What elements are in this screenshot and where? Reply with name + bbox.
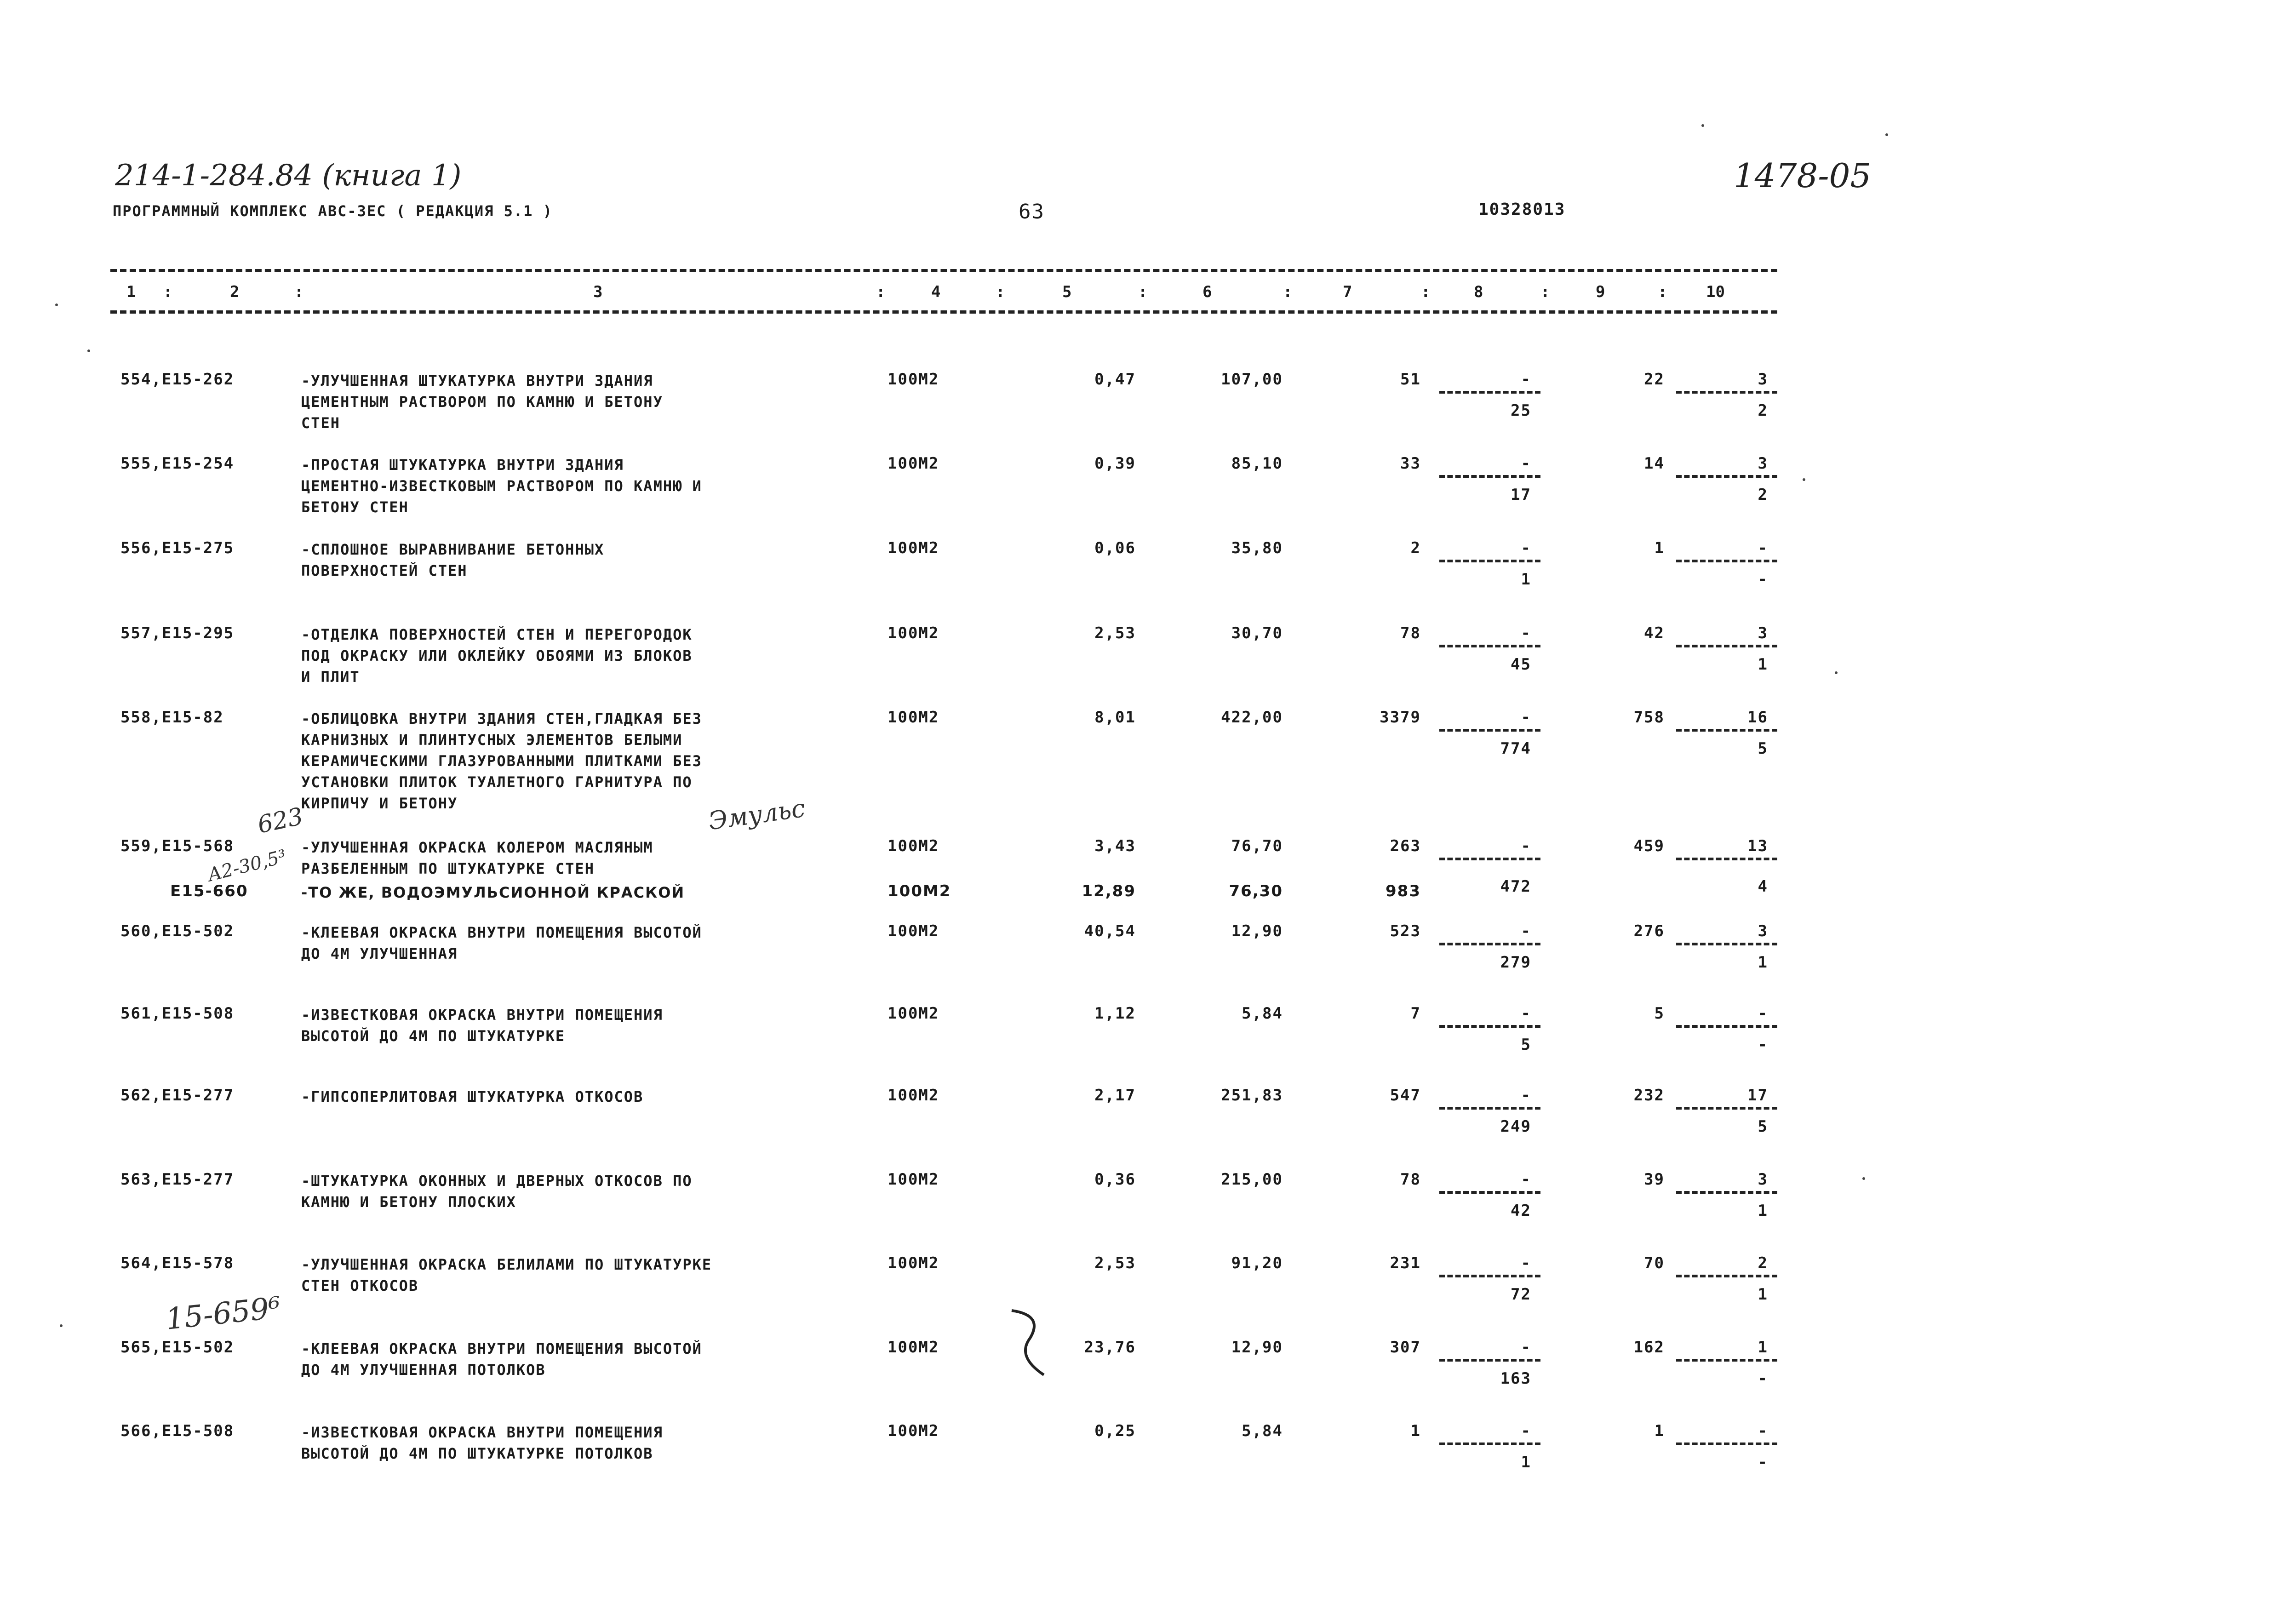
column-8-bottom: 1 (1521, 1453, 1531, 1471)
fraction-line (1676, 1025, 1777, 1028)
column-9-value: 22 (1644, 370, 1665, 389)
item-total: 1 (1410, 1422, 1421, 1440)
item-unit: 100М2 (887, 1338, 939, 1357)
column-10-top: 17 (1747, 1086, 1768, 1105)
item-unit-price: 76,30 (1229, 882, 1283, 900)
item-code: 559,Е15-568 (120, 837, 235, 855)
page-number: 63 (1019, 200, 1045, 223)
item-unit: 100М2 (887, 837, 939, 855)
scan-speck (60, 1324, 63, 1327)
column-10-top: - (1758, 1422, 1768, 1440)
item-unit: 100М2 (887, 922, 939, 940)
fraction-line (1676, 858, 1777, 860)
table-row (0, 708, 2296, 812)
column-8-top: - (1521, 624, 1531, 642)
column-10-bottom: - (1758, 1453, 1768, 1471)
header-top-rule (110, 269, 1777, 272)
item-quantity: 23,76 (1084, 1338, 1136, 1357)
table-row (0, 1254, 2296, 1332)
column-8-bottom: 45 (1511, 655, 1531, 674)
item-description: -КЛЕЕВАЯ ОКРАСКА ВНУТРИ ПОМЕЩЕНИЯ ВЫСОТОЙ ДО 4М УЛУЧШЕННАЯ (301, 924, 702, 962)
table-row (0, 454, 2296, 532)
column-9-value: 276 (1633, 922, 1665, 940)
item-quantity: 8,01 (1094, 708, 1136, 727)
fraction-line (1439, 645, 1540, 647)
column-number-7: 7 (1343, 283, 1352, 301)
column-separator: : (163, 283, 173, 301)
item-unit-price: 215,00 (1221, 1170, 1283, 1189)
column-8-bottom: 17 (1511, 486, 1531, 504)
item-total: 307 (1390, 1338, 1421, 1357)
fraction-line (1676, 1443, 1777, 1445)
item-code: 556,Е15-275 (120, 539, 235, 557)
item-description: -ТО ЖЕ, ВОДОЭМУЛЬСИОННОЙ КРАСКОЙ (301, 884, 685, 901)
column-number-6: 6 (1202, 283, 1212, 301)
column-10-bottom: - (1758, 1036, 1768, 1054)
column-number-2: 2 (230, 283, 240, 301)
item-code: 565,Е15-502 (120, 1338, 235, 1357)
item-unit: 100М2 (887, 708, 939, 727)
table-row (0, 1170, 2296, 1248)
fraction-line (1676, 1275, 1777, 1277)
column-9-value: 42 (1644, 624, 1665, 642)
fraction-line (1439, 943, 1540, 945)
fraction-line (1439, 391, 1540, 394)
item-description: -ШТУКАТУРКА ОКОННЫХ И ДВЕРНЫХ ОТКОСОВ ПО КАМНЮ И БЕТОНУ ПЛОСКИХ (301, 1172, 693, 1211)
item-description: -СПЛОШНОЕ ВЫРАВНИВАНИЕ БЕТОННЫХ ПОВЕРХНОСТЕЙ СТЕН (301, 541, 605, 579)
item-quantity: 0,06 (1094, 539, 1136, 557)
column-number-8: 8 (1474, 283, 1483, 301)
column-8-bottom: 25 (1511, 401, 1531, 420)
item-quantity: 2,53 (1094, 1254, 1136, 1272)
fraction-line (1676, 943, 1777, 945)
column-10-top: 2 (1758, 1254, 1768, 1272)
item-code: 560,Е15-502 (120, 922, 235, 940)
column-8-bottom: 72 (1511, 1285, 1531, 1304)
handwritten-bracket (1002, 1306, 1058, 1380)
column-10-top: 16 (1747, 708, 1768, 727)
scan-speck (1701, 124, 1704, 127)
column-8-top: - (1521, 837, 1531, 855)
item-description: -ПРОСТАЯ ШТУКАТУРКА ВНУТРИ ЗДАНИЯ ЦЕМЕНТНО-ИЗВЕСТКОВЫМ РАСТВОРОМ ПО КАМНЮ И БЕТОНУ СТЕН (301, 456, 702, 516)
column-10-bottom: 2 (1758, 401, 1768, 420)
column-8-top: - (1521, 922, 1531, 940)
item-unit-price: 12,90 (1231, 922, 1283, 940)
scan-speck (1835, 671, 1838, 674)
fraction-line (1439, 1107, 1540, 1110)
header-bottom-rule (110, 310, 1777, 314)
column-10-top: 13 (1747, 837, 1768, 855)
item-unit-price: 5,84 (1242, 1004, 1283, 1023)
item-total: 33 (1400, 454, 1421, 473)
item-unit-price: 5,84 (1242, 1422, 1283, 1440)
item-unit-price: 91,20 (1231, 1254, 1283, 1272)
fraction-line (1676, 1359, 1777, 1362)
item-code: 566,Е15-508 (120, 1422, 235, 1440)
item-unit: 100М2 (887, 370, 939, 389)
handwritten-stamp: 1478-05 (1734, 156, 1872, 195)
item-total: 983 (1386, 882, 1421, 900)
item-quantity: 0,39 (1094, 454, 1136, 473)
column-10-bottom: 4 (1758, 877, 1768, 896)
column-separator: : (996, 283, 1005, 301)
column-10-bottom: - (1758, 1369, 1768, 1388)
column-separator: : (1138, 283, 1148, 301)
column-separator: : (294, 283, 304, 301)
item-code: 558,Е15-82 (120, 708, 224, 727)
fraction-line (1439, 1443, 1540, 1445)
column-separator: : (1283, 283, 1293, 301)
column-10-top: 3 (1758, 454, 1768, 473)
column-9-value: 39 (1644, 1170, 1665, 1189)
item-total: 78 (1400, 1170, 1421, 1189)
item-quantity: 0,47 (1094, 370, 1136, 389)
scan-speck (87, 349, 90, 352)
item-total: 7 (1410, 1004, 1421, 1023)
column-10-top: 3 (1758, 370, 1768, 389)
item-description: -ОТДЕЛКА ПОВЕРХНОСТЕЙ СТЕН И ПЕРЕГОРОДОК ПОД ОКРАСКУ ИЛИ ОКЛЕЙКУ ОБОЯМИ ИЗ БЛОКОВ И ПЛИТ (301, 626, 693, 686)
item-quantity: 12,89 (1082, 882, 1136, 900)
document-code: 10328013 (1478, 200, 1566, 219)
item-code: 563,Е15-277 (120, 1170, 235, 1189)
fraction-line (1676, 1107, 1777, 1110)
scan-speck (1885, 133, 1888, 136)
table-row (0, 539, 2296, 617)
fraction-line (1676, 645, 1777, 647)
item-quantity: 2,53 (1094, 624, 1136, 642)
column-10-top: 3 (1758, 1170, 1768, 1189)
table-row (0, 624, 2296, 702)
fraction-line (1439, 729, 1540, 732)
item-total: 231 (1390, 1254, 1421, 1272)
column-9-value: 1 (1654, 1422, 1665, 1440)
column-10-top: 3 (1758, 922, 1768, 940)
fraction-line (1439, 1275, 1540, 1277)
column-8-bottom: 42 (1511, 1202, 1531, 1220)
column-8-bottom: 774 (1500, 739, 1531, 758)
column-10-bottom: 2 (1758, 486, 1768, 504)
item-unit-price: 30,70 (1231, 624, 1283, 642)
item-unit: 100М2 (887, 539, 939, 557)
item-quantity: 1,12 (1094, 1004, 1136, 1023)
item-code: 564,Е15-578 (120, 1254, 235, 1272)
column-10-bottom: 5 (1758, 1117, 1768, 1136)
fraction-line (1676, 391, 1777, 394)
fraction-line (1439, 560, 1540, 562)
item-total: 523 (1390, 922, 1421, 940)
item-total: 547 (1390, 1086, 1421, 1105)
fraction-line (1676, 729, 1777, 732)
column-10-bottom: 5 (1758, 739, 1768, 758)
item-unit-price: 35,80 (1231, 539, 1283, 557)
column-8-top: - (1521, 370, 1531, 389)
item-code: 562,Е15-277 (120, 1086, 235, 1105)
column-10-bottom: - (1758, 570, 1768, 589)
column-separator: : (876, 283, 886, 301)
table-row (0, 370, 2296, 448)
column-9-value: 14 (1644, 454, 1665, 473)
table-row (0, 1338, 2296, 1416)
item-unit: 100М2 (887, 1170, 939, 1189)
column-8-bottom: 1 (1521, 570, 1531, 589)
item-description: -КЛЕЕВАЯ ОКРАСКА ВНУТРИ ПОМЕЩЕНИЯ ВЫСОТОЙ ДО 4М УЛУЧШЕННАЯ ПОТОЛКОВ (301, 1340, 702, 1379)
fraction-line (1676, 560, 1777, 562)
column-10-bottom: 1 (1758, 953, 1768, 972)
item-unit: 100М2 (887, 882, 951, 900)
column-8-bottom: 249 (1500, 1117, 1531, 1136)
column-separator: : (1421, 283, 1431, 301)
item-quantity: 0,25 (1094, 1422, 1136, 1440)
item-unit: 100М2 (887, 1422, 939, 1440)
column-10-bottom: 1 (1758, 1285, 1768, 1304)
table-row (0, 1004, 2296, 1082)
column-8-top: - (1521, 1086, 1531, 1105)
item-unit-price: 85,10 (1231, 454, 1283, 473)
item-unit-price: 107,00 (1221, 370, 1283, 389)
column-9-value: 162 (1633, 1338, 1665, 1357)
handwritten-note: 15-659⁶ (164, 1291, 283, 1337)
table-row (0, 1422, 2296, 1500)
fraction-line (1676, 1191, 1777, 1194)
column-9-value: 459 (1633, 837, 1665, 855)
column-8-top: - (1521, 539, 1531, 557)
scan-speck (1803, 478, 1805, 481)
column-8-top: - (1521, 1254, 1531, 1272)
column-8-top: - (1521, 1338, 1531, 1357)
column-9-value: 5 (1654, 1004, 1665, 1023)
item-total: 78 (1400, 624, 1421, 642)
item-description: -ГИПСОПЕРЛИТОВАЯ ШТУКАТУРКА ОТКОСОВ (301, 1088, 644, 1105)
column-10-bottom: 1 (1758, 1202, 1768, 1220)
item-unit-price: 251,83 (1221, 1086, 1283, 1105)
fraction-line (1439, 1359, 1540, 1362)
handwritten-note: 623 (255, 802, 306, 839)
fraction-line (1676, 475, 1777, 478)
item-quantity: 0,36 (1094, 1170, 1136, 1189)
item-code: 555,Е15-254 (120, 454, 235, 473)
column-10-bottom: 1 (1758, 655, 1768, 674)
column-8-bottom: 163 (1500, 1369, 1531, 1388)
item-total: 2 (1410, 539, 1421, 557)
item-code: Е15-660 (170, 882, 248, 900)
table-row (0, 1086, 2296, 1164)
column-9-value: 232 (1633, 1086, 1665, 1105)
column-8-top: - (1521, 708, 1531, 727)
column-8-top: - (1521, 454, 1531, 473)
item-unit-price: 422,00 (1221, 708, 1283, 727)
column-number-3: 3 (593, 283, 603, 301)
column-8-bottom: 472 (1500, 877, 1531, 896)
column-8-bottom: 279 (1500, 953, 1531, 972)
fraction-line (1439, 1191, 1540, 1194)
column-separator: : (1658, 283, 1667, 301)
column-10-top: - (1758, 539, 1768, 557)
fraction-line (1439, 858, 1540, 860)
item-code: 561,Е15-508 (120, 1004, 235, 1023)
scan-speck (1862, 1177, 1865, 1180)
column-10-top: 3 (1758, 624, 1768, 642)
handwritten-note: А2-30,5³ (206, 846, 289, 886)
column-8-top: - (1521, 1170, 1531, 1189)
column-number-1: 1 (126, 283, 136, 301)
item-unit-price: 12,90 (1231, 1338, 1283, 1357)
item-unit: 100М2 (887, 454, 939, 473)
item-unit: 100М2 (887, 624, 939, 642)
column-separator: : (1540, 283, 1550, 301)
scan-speck (55, 303, 58, 306)
program-line: ПРОГРАММНЫЙ КОМПЛЕКС АВС-3ЕС ( РЕДАКЦИЯ 5.1 ) (113, 202, 553, 220)
column-10-top: 1 (1758, 1338, 1768, 1357)
column-8-bottom: 5 (1521, 1036, 1531, 1054)
column-9-value: 758 (1633, 708, 1665, 727)
item-unit: 100М2 (887, 1004, 939, 1023)
item-quantity: 3,43 (1094, 837, 1136, 855)
fraction-line (1439, 1025, 1540, 1028)
column-9-value: 70 (1644, 1254, 1665, 1272)
column-8-top: - (1521, 1422, 1531, 1440)
column-number-10: 10 (1706, 283, 1725, 301)
fraction-line (1439, 475, 1540, 478)
column-10-top: - (1758, 1004, 1768, 1023)
table-row (0, 922, 2296, 1000)
item-code: 557,Е15-295 (120, 624, 235, 642)
column-number-4: 4 (931, 283, 941, 301)
item-unit-price: 76,70 (1231, 837, 1283, 855)
handwritten-note: Эмульс (706, 793, 807, 836)
item-total: 3379 (1380, 708, 1421, 727)
column-number-9: 9 (1596, 283, 1605, 301)
item-code: 554,Е15-262 (120, 370, 235, 389)
column-9-value: 1 (1654, 539, 1665, 557)
item-description: -УЛУЧШЕННАЯ ОКРАСКА БЕЛИЛАМИ ПО ШТУКАТУРКЕ СТЕН ОТКОСОВ (301, 1256, 712, 1294)
item-unit: 100М2 (887, 1254, 939, 1272)
item-unit: 100М2 (887, 1086, 939, 1105)
column-8-top: - (1521, 1004, 1531, 1023)
item-description: -ОБЛИЦОВКА ВНУТРИ ЗДАНИЯ СТЕН,ГЛАДКАЯ БЕЗ КАРНИЗНЫХ И ПЛИНТУСНЫХ ЭЛЕМЕНТОВ БЕЛЫМИ КЕРАМИЧЕСКИМИ ГЛАЗУРОВАННЫМИ ПЛИТКАМИ БЕЗ УСТАНОВКИ ПЛИТОК ТУАЛЕТНОГО ГАРНИТУРА ПО КИРПИЧУ И БЕТОНУ (301, 710, 702, 812)
document-reference: 214-1-284.84 (книга 1) (115, 159, 462, 193)
column-number-5: 5 (1062, 283, 1072, 301)
item-total: 263 (1390, 837, 1421, 855)
item-quantity: 2,17 (1094, 1086, 1136, 1105)
item-description: -УЛУЧШЕННАЯ ОКРАСКА КОЛЕРОМ МАСЛЯНЫМ РАЗБЕЛЕННЫМ ПО ШТУКАТУРКЕ СТЕН (301, 839, 653, 877)
item-quantity: 40,54 (1084, 922, 1136, 940)
item-description: -ИЗВЕСТКОВАЯ ОКРАСКА ВНУТРИ ПОМЕЩЕНИЯ ВЫСОТОЙ ДО 4М ПО ШТУКАТУРКЕ ПОТОЛКОВ (301, 1424, 663, 1462)
item-total: 51 (1400, 370, 1421, 389)
item-description: -ИЗВЕСТКОВАЯ ОКРАСКА ВНУТРИ ПОМЕЩЕНИЯ ВЫСОТОЙ ДО 4М ПО ШТУКАТУРКЕ (301, 1006, 663, 1045)
item-description: -УЛУЧШЕННАЯ ШТУКАТУРКА ВНУТРИ ЗДАНИЯ ЦЕМЕНТНЫМ РАСТВОРОМ ПО КАМНЮ И БЕТОНУ СТЕН (301, 372, 663, 432)
